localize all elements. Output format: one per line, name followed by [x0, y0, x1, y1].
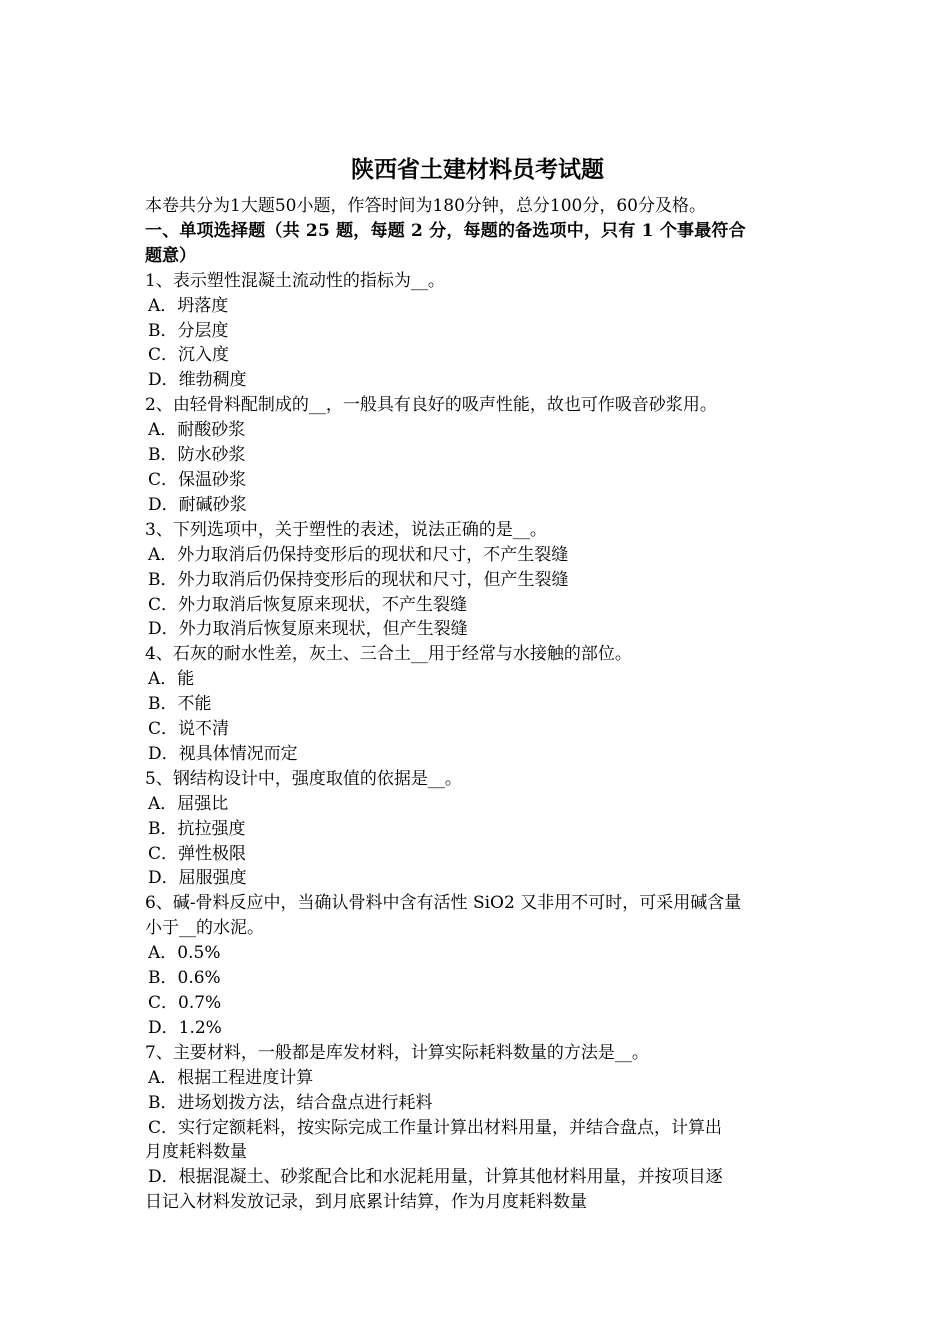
- option-text: 防水砂浆: [177, 445, 246, 466]
- option-text: 能: [177, 669, 195, 690]
- question-stem: 1、表示塑性混凝土流动性的指标为__。: [145, 270, 445, 291]
- option-letter: D．: [148, 1167, 179, 1188]
- option-letter: A．: [148, 420, 178, 441]
- answer-option: [145, 792, 810, 817]
- option-text: 外力取消后恢复原来现状，不产生裂缝: [178, 594, 468, 615]
- answer-option: [145, 368, 810, 393]
- option-letter: D．: [148, 868, 179, 889]
- option-letter: B．: [148, 694, 178, 715]
- answer-option: [145, 543, 810, 568]
- option-text: 外力取消后恢复原来现状，但产生裂缝: [178, 619, 468, 640]
- option-letter: C．: [148, 594, 179, 615]
- question-item: [145, 518, 810, 643]
- option-text: 维勃稠度: [178, 370, 247, 391]
- option-text: 抗拉强度: [177, 818, 246, 839]
- answer-option: [145, 842, 810, 867]
- option-text: 坍落度: [177, 295, 229, 316]
- option-letter: A．: [148, 544, 178, 565]
- question-item: [145, 1041, 810, 1215]
- option-letter: A．: [148, 943, 178, 964]
- option-letter: C．: [148, 345, 179, 366]
- option-letter: B．: [148, 569, 178, 590]
- answer-option: [145, 1165, 810, 1190]
- answer-option: [145, 817, 810, 842]
- intro-text: 本卷共分为1大题50小题，作答时间为180分钟，总分100分，60分及格。: [145, 196, 706, 216]
- answer-option: [145, 593, 810, 618]
- option-letter: B．: [148, 1092, 178, 1113]
- option-text: 0.5%: [177, 943, 221, 964]
- option-letter: C．: [148, 469, 179, 490]
- answer-option: [145, 1116, 810, 1141]
- answer-option: [145, 966, 810, 991]
- option-text: 根据混凝土、砂浆配合比和水泥耗用量，计算其他材料用量，并按项目逐: [178, 1167, 723, 1188]
- option-letter: D．: [148, 494, 179, 515]
- option-text: 0.6%: [177, 968, 221, 989]
- answer-option: [145, 866, 810, 891]
- option-text: 外力取消后仍保持变形后的现状和尺寸，但产生裂缝: [177, 569, 569, 590]
- answer-option: [145, 667, 810, 692]
- answer-option: [145, 991, 810, 1016]
- section-heading-line: 题意）: [145, 245, 196, 266]
- option-text: 分层度: [177, 320, 229, 341]
- answer-option: [145, 568, 810, 593]
- answer-option: [145, 717, 810, 742]
- answer-option: [145, 941, 810, 966]
- answer-option: [145, 692, 810, 717]
- question-item: [145, 269, 810, 394]
- document-page: [145, 150, 810, 1215]
- question-stem: 3、下列选项中，关于塑性的表述，说法正确的是__。: [145, 519, 547, 540]
- option-letter: D．: [148, 1017, 179, 1038]
- option-letter: C．: [148, 843, 179, 864]
- question-stem: 小于__的水泥。: [145, 918, 264, 939]
- question-item: [145, 767, 810, 892]
- option-text: 进场划拨方法，结合盘点进行耗料: [177, 1092, 433, 1113]
- answer-option: [145, 343, 810, 368]
- option-letter: C．: [148, 993, 179, 1013]
- option-text: 耐碱砂浆: [178, 494, 247, 515]
- question-stem: 6、碱-骨料反应中，当确认骨料中含有活性 SiO2 又非用不可时，可采用碱含量: [145, 893, 742, 914]
- option-text-continued: 日记入材料发放记录，到月底累计结算，作为月度耗料数量: [145, 1192, 587, 1213]
- section-heading-line: 一、单项选择题（共 25 题，每题 2 分，每题的备选项中，只有 1 个事最符合: [145, 220, 746, 241]
- question-list: [145, 269, 810, 1215]
- option-text: 1.2%: [178, 1017, 222, 1038]
- answer-option: [145, 617, 810, 642]
- question-stem: 5、钢结构设计中，强度取值的依据是__。: [145, 768, 462, 789]
- question-stem: 4、石灰的耐水性差，灰土、三合土__用于经常与水接触的部位。: [145, 644, 632, 665]
- option-letter: B．: [148, 818, 178, 839]
- answer-option: [145, 468, 810, 493]
- answer-option: [145, 1016, 810, 1041]
- option-text: 弹性极限: [178, 843, 247, 864]
- option-text: 根据工程进度计算: [177, 1067, 314, 1088]
- option-text: 实行定额耗料，按实际完成工作量计算出材料用量，并结合盘点，计算出: [178, 1117, 723, 1138]
- option-letter: C．: [148, 719, 179, 740]
- answer-option: [145, 1066, 810, 1091]
- option-letter: A．: [148, 669, 178, 690]
- answer-option: [145, 443, 810, 468]
- option-text: 屈强比: [177, 793, 229, 814]
- answer-option: [145, 493, 810, 518]
- option-text: 耐酸砂浆: [177, 420, 246, 441]
- option-text: 视具体情况而定: [178, 743, 298, 764]
- option-text-continued: 月度耗料数量: [145, 1142, 247, 1163]
- option-letter: B．: [148, 968, 178, 989]
- option-letter: A．: [148, 1067, 178, 1088]
- page-title: 陕西省土建材料员考试题: [351, 156, 604, 183]
- answer-option: [145, 294, 810, 319]
- option-text: 保温砂浆: [178, 469, 247, 490]
- section-heading: [145, 219, 810, 269]
- option-letter: A．: [148, 295, 178, 316]
- option-letter: A．: [148, 793, 178, 814]
- option-text: 屈服强度: [178, 868, 247, 889]
- option-letter: D．: [148, 743, 179, 764]
- option-text: 沉入度: [178, 345, 230, 366]
- question-item: [145, 891, 810, 1040]
- answer-option: [145, 319, 810, 344]
- option-letter: D．: [148, 619, 179, 640]
- option-text: 说不清: [178, 719, 230, 740]
- option-text: 0.7%: [178, 993, 222, 1013]
- option-letter: D．: [148, 370, 179, 391]
- option-letter: B．: [148, 445, 178, 466]
- question-stem: 2、由轻骨料配制成的__，一般具有良好的吸声性能，故也可作吸音砂浆用。: [145, 395, 717, 416]
- option-letter: C．: [148, 1117, 179, 1138]
- option-text: 外力取消后仍保持变形后的现状和尺寸，不产生裂缝: [177, 544, 569, 565]
- answer-option: [145, 742, 810, 767]
- question-item: [145, 393, 810, 518]
- option-text: 不能: [177, 694, 212, 715]
- answer-option: [145, 418, 810, 443]
- question-item: [145, 642, 810, 767]
- question-stem: 7、主要材料，一般都是库发材料，计算实际耗料数量的方法是__。: [145, 1042, 649, 1063]
- option-letter: B．: [148, 320, 178, 341]
- answer-option: [145, 1091, 810, 1116]
